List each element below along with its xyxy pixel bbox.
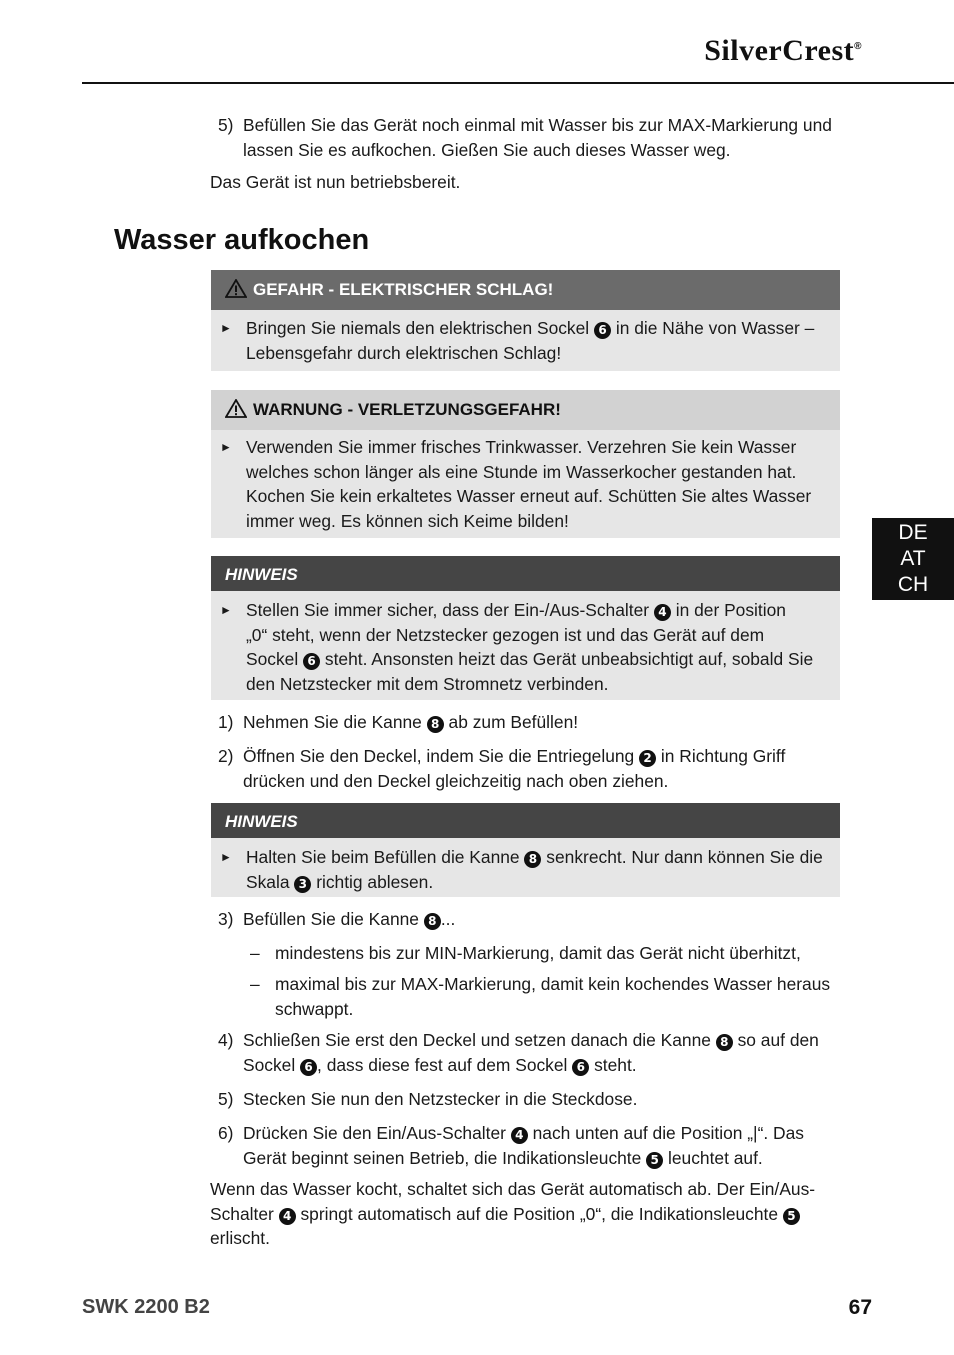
- step-text: Schließen Sie erst den Deckel und setzen danach die Kanne: [243, 1030, 711, 1050]
- sub-item-min: mindestens bis zur MIN-Markierung, damit das Gerät nicht überhitzt,: [275, 943, 801, 963]
- warning-title: WARNUNG - VERLETZUNGSGEFAHR!: [253, 400, 561, 419]
- step-text: drücken und den Deckel gleichzeitig nach oben ziehen.: [243, 770, 669, 791]
- step-6-text: [243, 1121, 841, 1170]
- ref-number-icon: 4: [279, 1208, 296, 1225]
- ref-number-icon: 4: [511, 1127, 528, 1144]
- ref-number-icon: 6: [572, 1059, 589, 1076]
- note-header-1: HINWEIS: [211, 556, 840, 591]
- note-header-2: HINWEIS: [211, 803, 840, 838]
- warning-header: [211, 390, 840, 430]
- dash-bullet: –: [250, 974, 260, 994]
- bullet-arrow-icon: ►: [220, 850, 232, 864]
- ref-number-icon: 3: [294, 876, 311, 893]
- step-number: 1): [218, 712, 234, 732]
- step-text: Nehmen Sie die Kanne: [243, 712, 422, 732]
- note-box-1: [211, 556, 840, 700]
- closing-text: erlischt.: [210, 1228, 270, 1248]
- step-text: leuchtet auf.: [668, 1147, 763, 1168]
- step-number: 2): [218, 746, 234, 766]
- intro-step-number: 5): [218, 115, 234, 135]
- language-at: AT: [900, 547, 926, 570]
- sub-item-text: schwappt.: [275, 998, 354, 1019]
- footer-model: SWK 2200 B2: [82, 1296, 210, 1318]
- note-body-2: [211, 838, 840, 902]
- language-de: DE: [898, 521, 928, 544]
- language-ch: CH: [897, 573, 929, 596]
- step-text: ...: [440, 909, 456, 929]
- page-number: 67: [848, 1296, 872, 1319]
- warning-triangle-icon: [225, 273, 247, 313]
- step-number: 3): [218, 909, 234, 929]
- step-text: steht.: [594, 1054, 637, 1075]
- step-text: Drücken Sie den Ein/Aus-Schalter: [243, 1123, 506, 1143]
- step-text: Befüllen Sie die Kanne: [243, 909, 419, 929]
- warning-body: [211, 430, 840, 541]
- step-number: 6): [218, 1123, 234, 1143]
- warning-box: [211, 390, 840, 538]
- ref-number-icon: 6: [594, 322, 611, 339]
- note1-text: Stellen Sie immer sicher, dass der Ein-/Aus-Schalter: [246, 600, 650, 620]
- step-5-text: Stecken Sie nun den Netzstecker in die Steckdose.: [243, 1089, 638, 1109]
- note1-text: „0“ steht, wenn der Netzstecker gezogen ist und das Gerät auf dem: [246, 624, 765, 645]
- ref-number-icon: 8: [524, 851, 541, 868]
- brand-logo: [704, 34, 862, 68]
- note2-text: richtig ablesen.: [316, 871, 434, 892]
- ref-number-icon: 8: [716, 1034, 733, 1051]
- warning-line-4: immer weg. Es können sich Keime bilden!: [246, 510, 569, 531]
- note2-text: Halten Sie beim Befüllen die Kanne: [246, 847, 520, 867]
- registered-mark: ®: [854, 41, 862, 52]
- bullet-arrow-icon: ►: [220, 603, 232, 617]
- step-text: ab zum Befüllen!: [448, 712, 579, 732]
- step-4-text: [243, 1028, 841, 1077]
- ref-number-icon: 6: [303, 653, 320, 670]
- step-text: Gerät beginnt seinen Betrieb, die Indikationsleuchte: [243, 1147, 642, 1168]
- dash-bullet: –: [250, 943, 260, 963]
- section-heading: Wasser aufkochen: [114, 224, 370, 256]
- intro-step-line-2: lassen Sie es aufkochen. Gießen Sie auch dieses Wasser weg.: [243, 139, 731, 160]
- ref-number-icon: 5: [783, 1208, 800, 1225]
- note2-text: Skala: [246, 871, 290, 892]
- note1-text: steht. Ansonsten heizt das Gerät unbeabsichtigt auf, sobald Sie: [324, 649, 814, 669]
- ref-number-icon: 8: [427, 716, 444, 733]
- danger-text-2: in die Nähe von Wasser –: [615, 318, 815, 338]
- note2-text: senkrecht. Nur dann können Sie die: [546, 847, 823, 867]
- closing-text: Schalter: [210, 1203, 274, 1224]
- danger-text-3: Lebensgefahr durch elektrischen Schlag!: [246, 342, 562, 363]
- note1-text: Sockel: [246, 649, 299, 669]
- ref-number-icon: 2: [639, 750, 656, 767]
- header-rule: [82, 82, 954, 84]
- closing-paragraph: [210, 1177, 840, 1251]
- note1-text: den Netzstecker mit dem Stromnetz verbinden.: [246, 673, 609, 694]
- bullet-arrow-icon: ►: [220, 321, 232, 335]
- brand-logo-text: SilverCrest: [704, 34, 855, 67]
- danger-box: [211, 270, 840, 371]
- ref-number-icon: 6: [300, 1059, 317, 1076]
- step-text: , dass diese fest auf dem Sockel: [317, 1054, 568, 1075]
- language-tab: [872, 518, 954, 600]
- danger-header: [211, 270, 840, 310]
- sub-item-text: maximal bis zur MAX-Markierung, damit kein kochendes Wasser heraus: [275, 974, 831, 994]
- sub-item-max: [275, 972, 841, 1021]
- warning-line-1: Verwenden Sie immer frisches Trinkwasser. Verzehren Sie kein Wasser: [246, 437, 797, 457]
- danger-title: GEFAHR - ELEKTRISCHER SCHLAG!: [253, 280, 554, 299]
- danger-body: [211, 310, 840, 373]
- warning-line-3: Kochen Sie kein erkaltetes Wasser erneut auf. Schütten Sie altes Wasser: [246, 486, 812, 506]
- ref-number-icon: 4: [654, 604, 671, 621]
- note-body-1: [211, 591, 840, 704]
- danger-text-1: Bringen Sie niemals den elektrischen Sockel: [246, 318, 590, 338]
- ready-text: Das Gerät ist nun betriebsbereit.: [210, 172, 461, 192]
- step-2-text: [243, 744, 841, 793]
- closing-text: Wenn das Wasser kocht, schaltet sich das Gerät automatisch ab. Der Ein/Aus-: [210, 1179, 816, 1199]
- step-1-text: [243, 710, 841, 735]
- step-number: 5): [218, 1089, 234, 1109]
- bullet-arrow-icon: ►: [220, 440, 232, 454]
- intro-step-text: [243, 113, 841, 162]
- note-box-2: [211, 803, 840, 897]
- step-text: nach unten auf die Position „|“. Das: [532, 1123, 804, 1143]
- ref-number-icon: 8: [424, 913, 441, 930]
- step-text: in Richtung Griff: [660, 746, 786, 766]
- warning-triangle-icon: [225, 393, 247, 433]
- step-text: so auf den: [737, 1030, 819, 1050]
- step-number: 4): [218, 1030, 234, 1050]
- warning-line-2: welches schon länger als eine Stunde im Wasserkocher gestanden hat.: [246, 461, 797, 482]
- closing-text: springt automatisch auf die Position „0“, die Indikationsleuchte: [300, 1203, 779, 1224]
- ref-number-icon: 5: [646, 1152, 663, 1169]
- note1-text: in der Position: [675, 600, 786, 620]
- intro-step-line-1: Befüllen Sie das Gerät noch einmal mit Wasser bis zur MAX-Markierung und: [243, 115, 832, 135]
- step-3-text: [243, 907, 841, 932]
- step-text: Öffnen Sie den Deckel, indem Sie die Entriegelung: [243, 746, 635, 766]
- step-text: Sockel: [243, 1054, 296, 1075]
